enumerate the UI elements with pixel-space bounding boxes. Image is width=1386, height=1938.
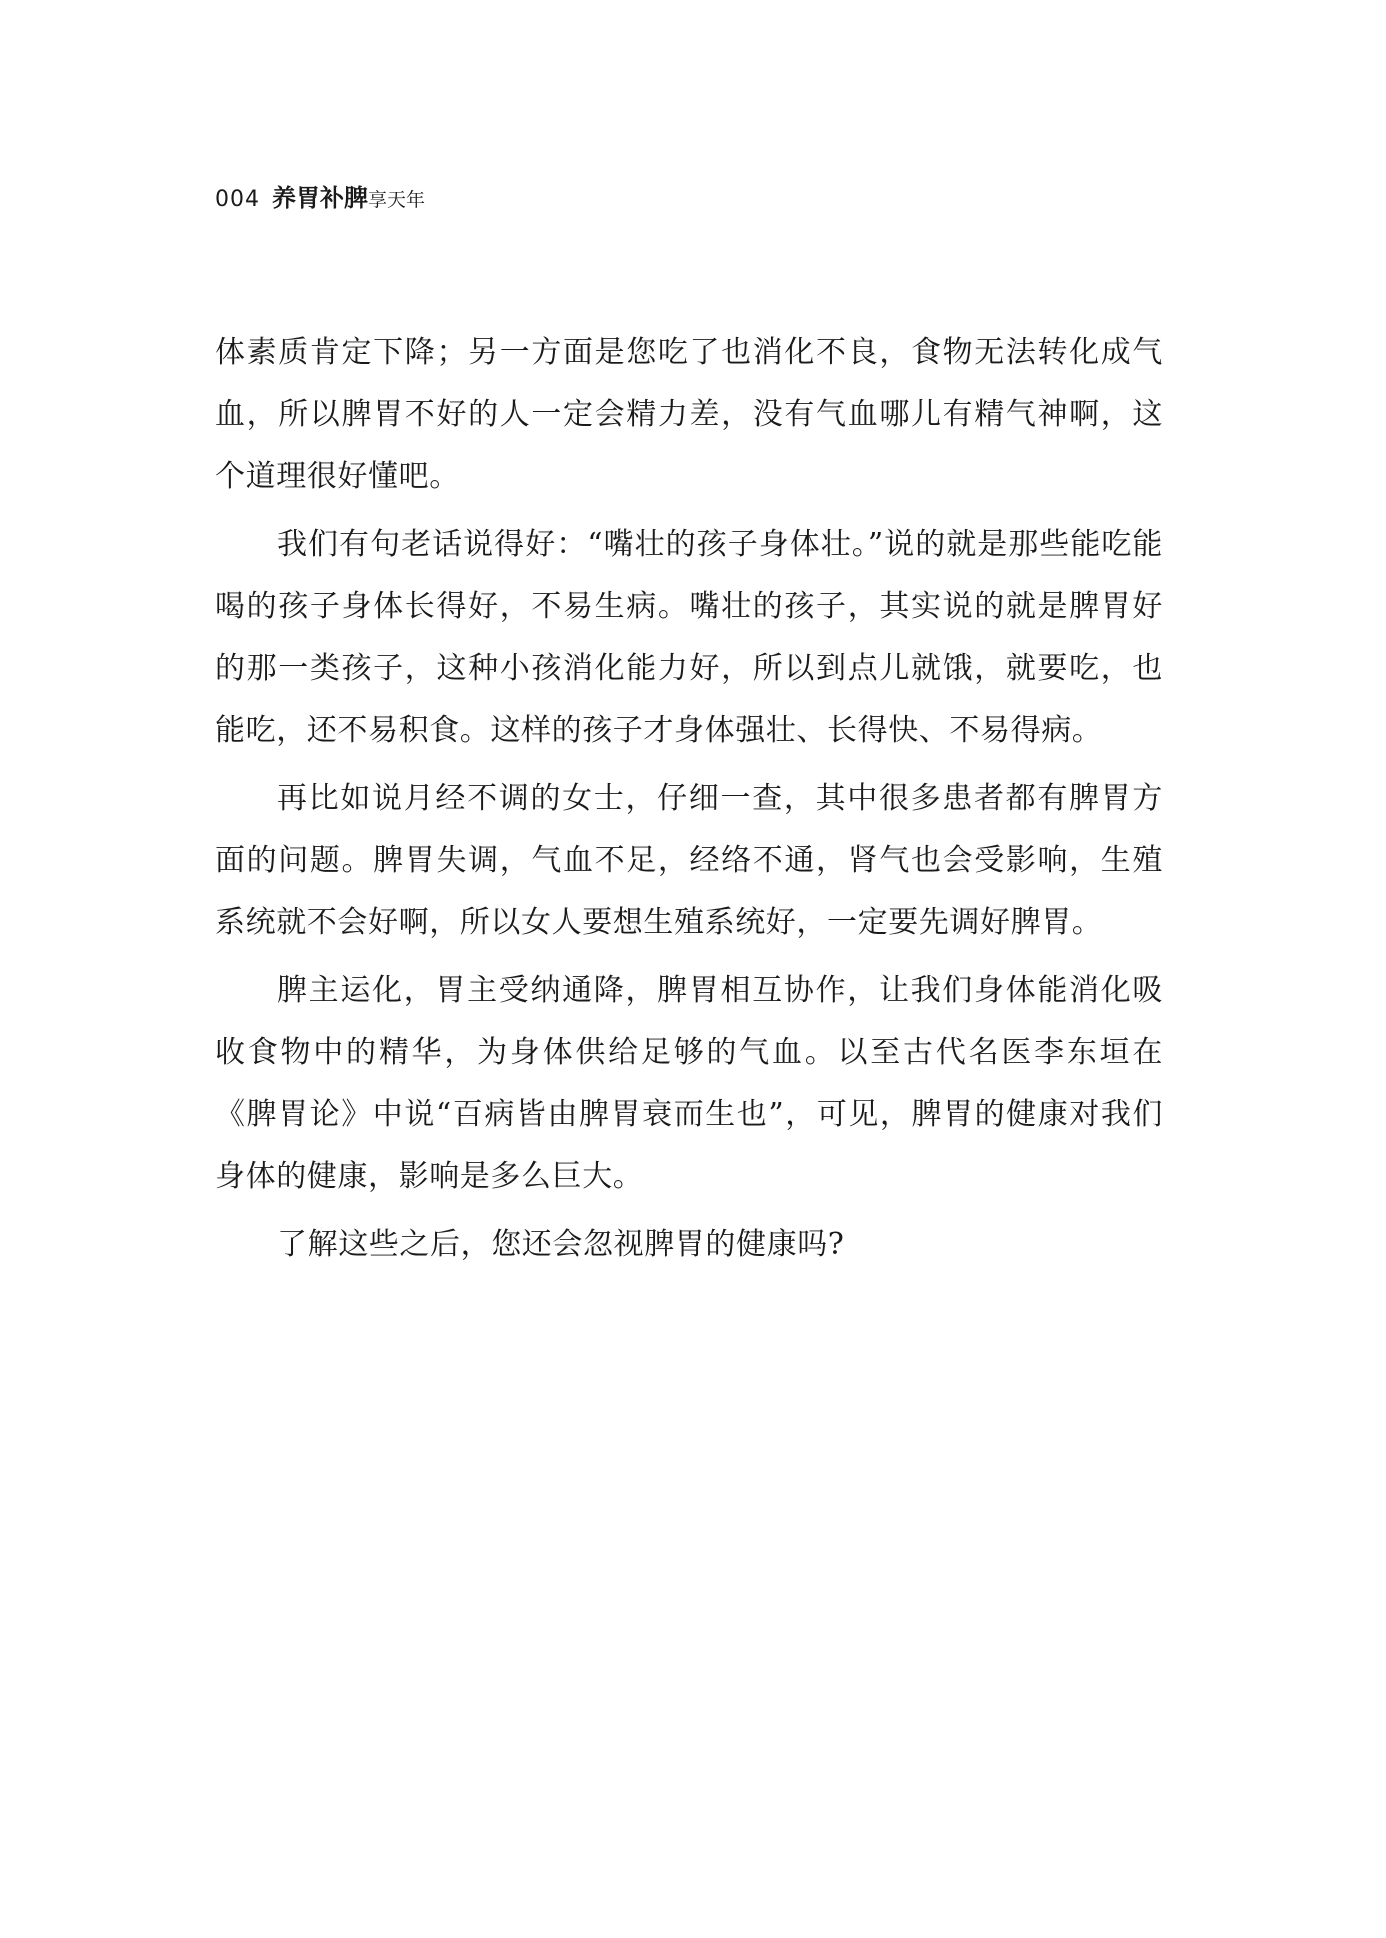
book-title-sub: 享天年: [368, 189, 426, 211]
paragraph: 脾主运化，胃主受纳通降，脾胃相互协作，让我们身体能消化吸收食物中的精华，为身体供给足够的气血。以至古代名医李东垣在《脾胃论》中说“百病皆由脾胃衰而生也”，可见，脾胃的健康对我们身体的健康，影响是多么巨大。: [215, 973, 1163, 1194]
page-number: 004: [215, 187, 260, 212]
paragraph: 我们有句老话说得好：“嘴壮的孩子身体壮。”说的就是那些能吃能喝的孩子身体长得好，不易生病。嘴壮的孩子，其实说的就是脾胃好的那一类孩子，这种小孩消化能力好，所以到点儿就饿，就要吃，也能吃，还不易积食。这样的孩子才身体强壮、长得快、不易得病。: [215, 527, 1163, 748]
body-text: [215, 322, 1163, 1276]
paragraph: 再比如说月经不调的女士，仔细一查，其中很多患者都有脾胃方面的问题。脾胃失调，气血不足，经络不通，肾气也会受影响，生殖系统就不会好啊，所以女人要想生殖系统好，一定要先调好脾胃。: [215, 781, 1163, 940]
paragraph: 了解这些之后，您还会忽视脾胃的健康吗?: [277, 1227, 845, 1262]
paragraph-continued: 体素质肯定下降；另一方面是您吃了也消化不良，食物无法转化成气血，所以脾胃不好的人一定会精力差，没有气血哪儿有精气神啊，这个道理很好懂吧。: [215, 335, 1163, 494]
book-title-main: 养胃补脾: [272, 184, 368, 212]
running-header: [215, 178, 425, 212]
